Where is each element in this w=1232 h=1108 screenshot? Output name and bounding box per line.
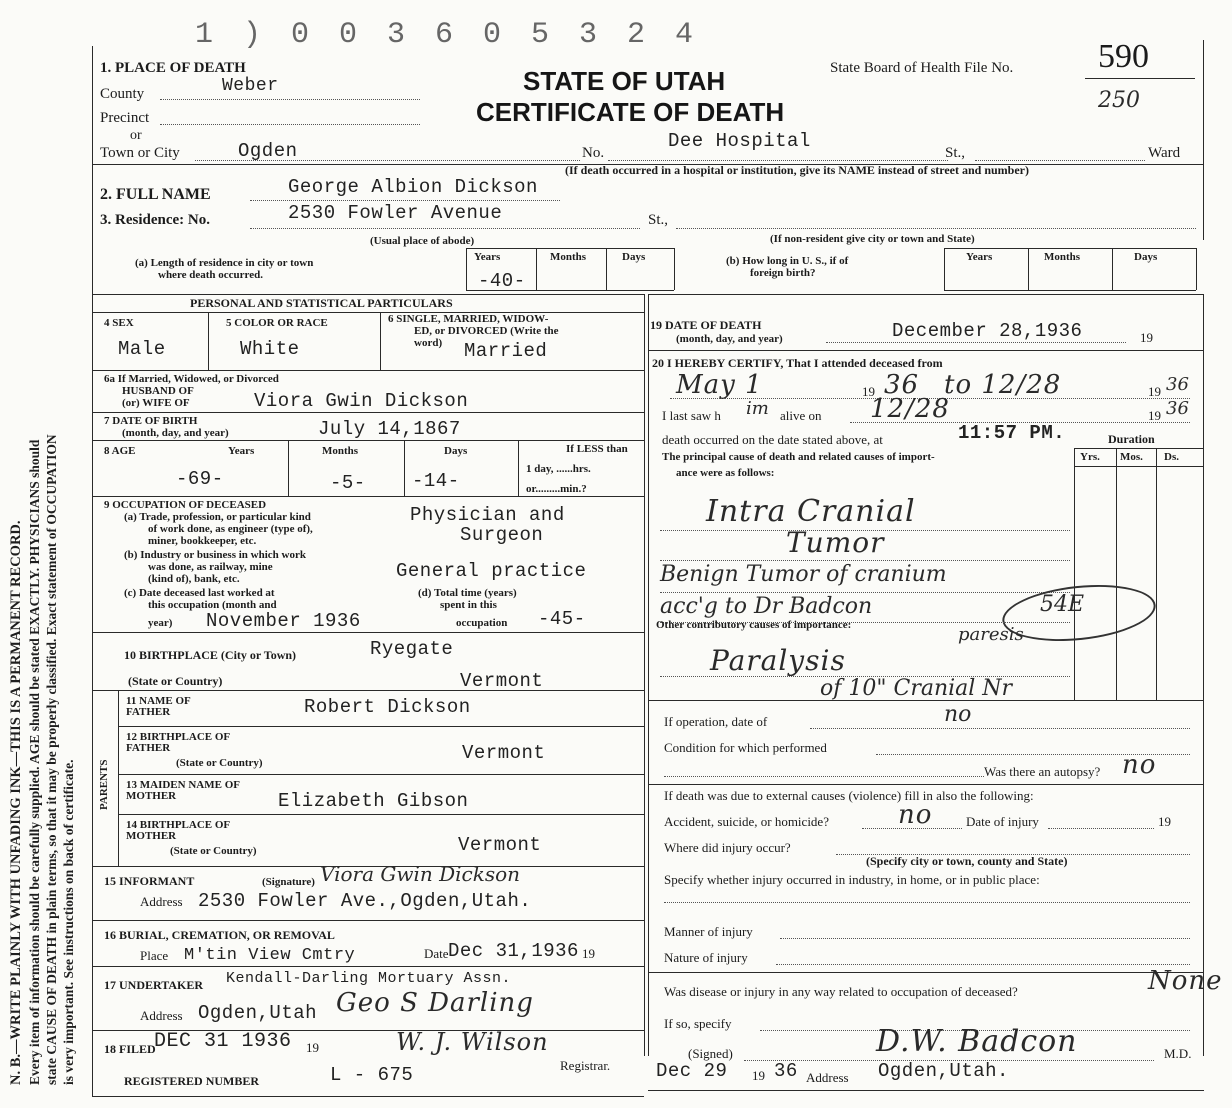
last-worked-value: November 1936 xyxy=(206,610,361,632)
file-label: State Board of Health File No. xyxy=(830,60,1014,76)
informant-sig-label: (Signature) xyxy=(262,876,315,888)
place-of-death-label: 1. PLACE OF DEATH xyxy=(100,60,246,76)
physician-address-label: Address xyxy=(806,1070,849,1085)
undertaker-value: Kendall-Darling Mortuary Assn. xyxy=(226,970,512,987)
age-years-header: Years xyxy=(228,445,255,457)
accident-value: no xyxy=(898,800,933,830)
precinct-label: Precinct xyxy=(100,110,150,126)
burial-place-label: Place xyxy=(140,948,169,963)
related-label: Was disease or injury in any way related to occupation of deceased? xyxy=(664,984,1018,999)
last-saw-pronoun: im xyxy=(746,398,769,419)
occ-a1: (a) Trade, profession, or particular kind xyxy=(124,511,311,523)
external-label: If death was due to external causes (violence) fill in also the following: xyxy=(664,788,1034,803)
registrar-signature: W. J. Wilson xyxy=(396,1028,549,1056)
days-header: Days xyxy=(622,251,646,263)
father-bp-value: Vermont xyxy=(462,742,546,764)
undertaker-label: 17 UNDERTAKER xyxy=(104,978,204,992)
no-label: No. xyxy=(582,145,605,161)
certify-label: 20 I HEREBY CERTIFY, That I attended deceased from xyxy=(652,356,943,370)
cause-label-a: The principal cause of death and related causes of import- xyxy=(662,451,935,463)
less-than-c: or.........min.? xyxy=(526,483,587,495)
town-label: Town or City xyxy=(100,145,180,161)
operation-label: If operation, date of xyxy=(664,714,768,729)
informant-address-label: Address xyxy=(140,894,183,909)
certificate-title: CERTIFICATE OF DEATH xyxy=(476,97,785,127)
date-injury-label: Date of injury xyxy=(966,814,1039,829)
dod-19: 19 xyxy=(1140,330,1153,345)
contributory-2: of 10" Cranial Nr xyxy=(820,676,1013,701)
registrar-label: Registrar. xyxy=(560,1058,611,1073)
industry-injury-label: Specify whether injury occurred in industry, in home, or in public place: xyxy=(664,872,1040,887)
mother-label: 13 MAIDEN NAME OF MOTHER xyxy=(126,779,240,802)
side-note-line3: state CAUSE OF DEATH in plain terms, so that it may be properly classified. Exact statement of OCCUPATION xyxy=(44,434,59,1085)
undertaker-signature: Geo S Darling xyxy=(336,988,534,1018)
autopsy-value: no xyxy=(1122,750,1157,780)
last-saw-date: 12/28 xyxy=(870,394,950,424)
time-of-death: 11:57 PM. xyxy=(958,422,1066,444)
stamp-value: 54E xyxy=(1040,592,1085,617)
physician-address: Ogden,Utah. xyxy=(878,1060,1009,1082)
signed-year: 36 xyxy=(774,1060,798,1082)
contributory-1b: paresis xyxy=(958,624,1024,645)
attended-from: May 1 xyxy=(676,370,763,400)
occurred-label: death occurred on the date stated above, at xyxy=(662,432,883,447)
color-label: 5 COLOR OR RACE xyxy=(226,317,328,329)
burial-19: 19 xyxy=(582,946,595,961)
residence-value: 2530 Fowler Avenue xyxy=(288,202,503,224)
residence-label: 3. Residence: No. xyxy=(100,212,210,228)
cause-4: acc'g to Dr Badcon xyxy=(660,594,873,619)
yrs-header: Yrs. xyxy=(1080,451,1100,463)
signed-19: 19 xyxy=(752,1068,765,1083)
where-label: Where did injury occur? xyxy=(664,840,791,855)
cause-2: Tumor xyxy=(786,526,885,559)
burial-date: Dec 31,1936 xyxy=(448,940,579,962)
sex-label: 4 SEX xyxy=(104,317,134,329)
birthplace-label: 10 BIRTHPLACE (City or Town) xyxy=(124,648,297,662)
father-bp-label: 12 BIRTHPLACE OF FATHER xyxy=(126,731,230,754)
specify-label: (Specify city or town, county and State) xyxy=(866,854,1068,868)
last-saw-19: 19 xyxy=(1148,408,1161,423)
dob-value: July 14,1867 xyxy=(318,418,461,440)
duration-label: Duration xyxy=(1108,432,1155,446)
less-than-a: If LESS than xyxy=(566,443,628,455)
mother-bp-label: 14 BIRTHPLACE OF MOTHER xyxy=(126,819,230,842)
sex-value: Male xyxy=(118,338,166,360)
md-label: M.D. xyxy=(1164,1046,1192,1061)
occ-a2: of work done, as engineer (type of), xyxy=(148,523,313,535)
age-years: -69- xyxy=(176,468,224,490)
less-than-b: 1 day, ......hrs. xyxy=(526,463,591,475)
personal-heading: PERSONAL AND STATISTICAL PARTICULARS xyxy=(190,296,453,310)
filed-19: 19 xyxy=(306,1040,319,1055)
full-name-value: George Albion Dickson xyxy=(288,176,538,198)
side-note-line1: N. B.—WRITE PLAINLY WITH UNFADING INK—THIS IS A PERMANENT RECORD. xyxy=(8,520,24,1085)
marital-value: Married xyxy=(464,340,548,362)
signed-date: Dec 29 xyxy=(656,1060,728,1082)
age-label: 8 AGE xyxy=(104,445,136,457)
spouse-value: Viora Gwin Dickson xyxy=(254,390,469,412)
abode-note: (Usual place of abode) xyxy=(370,235,475,247)
mother-bp-value: Vermont xyxy=(458,834,542,856)
last-worked-1: (c) Date deceased last worked at xyxy=(124,587,275,599)
undertaker-address: Ogden,Utah xyxy=(198,1002,318,1024)
attended-to-19: 19 xyxy=(1148,384,1161,399)
residence-st-label: St., xyxy=(648,212,669,228)
alive-label: alive on xyxy=(780,408,822,423)
cause-1: Intra Cranial xyxy=(706,494,916,529)
age-days: -14- xyxy=(412,470,460,492)
dod-label-b: (month, day, and year) xyxy=(676,333,783,345)
birth-state-label: (State or Country) xyxy=(128,674,223,688)
occupation-label: 9 OCCUPATION OF DECEASED xyxy=(104,499,267,511)
nonresident-note: (If non-resident give city or town and State) xyxy=(770,233,975,245)
age-months-header: Months xyxy=(322,445,359,457)
mos-header: Mos. xyxy=(1120,451,1143,463)
burial-date-label: Date xyxy=(424,946,449,961)
accident-label: Accident, suicide, or homicide? xyxy=(664,814,829,829)
length-label-a: (a) Length of residence in city or town xyxy=(135,257,314,269)
related-value: None xyxy=(1148,966,1223,996)
us-months-header: Months xyxy=(1044,251,1081,263)
cause-label-b: ance were as follows: xyxy=(676,467,775,479)
dob-label-a: 7 DATE OF BIRTH xyxy=(104,415,198,427)
nature-label: Nature of injury xyxy=(664,950,748,965)
informant-signature: Viora Gwin Dickson xyxy=(320,862,521,886)
residence-years: -40- xyxy=(478,270,526,292)
years-header: Years xyxy=(474,251,501,263)
hospital-note: (If death occurred in a hospital or institution, give its NAME instead of street and number) xyxy=(565,163,1030,177)
us-label-b: foreign birth? xyxy=(750,267,816,279)
total-time-2: spent in this xyxy=(440,599,497,611)
file-number-2: 250 xyxy=(1098,88,1140,113)
physician-signature: D.W. Badcon xyxy=(876,1024,1078,1059)
last-saw-year: 36 xyxy=(1166,398,1189,419)
burial-place: M'tin View Cmtry xyxy=(184,946,356,965)
parents-side-label: PARENTS xyxy=(98,759,110,810)
burial-label: 16 BURIAL, CREMATION, OR REMOVAL xyxy=(104,928,335,942)
cause-3: Benign Tumor of cranium xyxy=(660,562,947,587)
operation-value: no xyxy=(944,702,972,727)
marital-label-b: ED, or DIVORCED (Write the xyxy=(414,325,559,337)
occ-a3: miner, bookkeeper, etc. xyxy=(148,535,257,547)
side-note-line4: is very important. See instructions on back of certificate. xyxy=(61,759,76,1085)
birthplace-state: Vermont xyxy=(460,670,544,692)
ward-label: Ward xyxy=(1148,145,1181,161)
last-worked-3: year) xyxy=(148,617,173,629)
informant-address: 2530 Fowler Ave.,Ogden,Utah. xyxy=(198,890,532,912)
filed-label: 18 FILED xyxy=(104,1042,156,1056)
file-number: 590 xyxy=(1098,38,1149,75)
attended-to: to 12/28 xyxy=(944,370,1062,400)
mother-bp-sub: (State or Country) xyxy=(170,845,257,857)
spouse-label-b: HUSBAND OF xyxy=(122,385,194,397)
date-of-death: December 28,1936 xyxy=(892,320,1083,342)
attended-19: 19 xyxy=(862,384,875,399)
total-time-value: -45- xyxy=(538,608,586,630)
state-title: STATE OF UTAH xyxy=(523,66,726,96)
spouse-label-c: (or) WIFE OF xyxy=(122,397,190,409)
filed-stamp: DEC 31 1936 xyxy=(154,1030,292,1053)
registered-number: L - 675 xyxy=(330,1064,414,1086)
age-days-header: Days xyxy=(444,445,468,457)
father-bp-sub: (State or Country) xyxy=(176,757,263,769)
ind-1: (b) Industry or business in which work xyxy=(124,549,306,561)
us-years-header: Years xyxy=(966,251,993,263)
full-name-label: 2. FULL NAME xyxy=(100,186,211,203)
or-label: or xyxy=(130,128,142,143)
age-months: -5- xyxy=(330,472,366,494)
length-label-b: where death occurred. xyxy=(158,269,263,281)
manner-label: Manner of injury xyxy=(664,924,753,939)
if-so-label: If so, specify xyxy=(664,1016,732,1031)
spouse-label-a: 6a If Married, Widowed, or Divorced xyxy=(104,373,279,385)
hospital-value: Dee Hospital xyxy=(668,130,811,152)
informant-label: 15 INFORMANT xyxy=(104,874,195,888)
undertaker-address-label: Address xyxy=(140,1008,183,1023)
town-value: Ogden xyxy=(238,140,298,162)
marital-label-a: 6 SINGLE, MARRIED, WIDOW- xyxy=(388,313,549,325)
marital-label-c: word) xyxy=(414,337,443,349)
attended-year: 36 xyxy=(884,370,920,400)
total-time-1: (d) Total time (years) xyxy=(418,587,517,599)
us-days-header: Days xyxy=(1134,251,1158,263)
county-label: County xyxy=(100,86,145,102)
total-time-3: occupation xyxy=(456,617,508,629)
dob-label-b: (month, day, and year) xyxy=(122,427,229,439)
occupation-value-1: Physician and xyxy=(410,504,565,526)
serial-number: 1 ) 0 0 3 6 0 5 3 2 4 xyxy=(195,18,700,52)
color-value: White xyxy=(240,338,300,360)
father-value: Robert Dickson xyxy=(304,696,471,718)
industry-value: General practice xyxy=(396,560,587,582)
attended-to-year: 36 xyxy=(1166,374,1189,395)
birthplace-city: Ryegate xyxy=(370,638,454,660)
ds-header: Ds. xyxy=(1164,451,1179,463)
father-label: 11 NAME OF FATHER xyxy=(126,695,191,718)
registered-number-label: REGISTERED NUMBER xyxy=(124,1074,260,1088)
dod-label-a: 19 DATE OF DEATH xyxy=(650,318,762,332)
ind-2: was done, as railway, mine xyxy=(148,561,273,573)
ind-3: (kind of), bank, etc. xyxy=(148,573,240,585)
county-value: Weber xyxy=(222,76,279,96)
last-worked-2: this occupation (month and xyxy=(148,599,277,611)
mother-value: Elizabeth Gibson xyxy=(278,790,469,812)
autopsy-label: Was there an autopsy? xyxy=(984,764,1101,779)
last-saw-label: I last saw h xyxy=(662,408,721,423)
condition-label: Condition for which performed xyxy=(664,740,827,755)
months-header: Months xyxy=(550,251,587,263)
contributory-1: Paralysis xyxy=(710,644,846,677)
date-injury-19: 19 xyxy=(1158,814,1171,829)
side-note-line2: Every item of information should be carefully supplied. AGE should be stated EXACTLY. PHYSICIANS should xyxy=(27,439,42,1085)
contributory-label: Other contributory causes of importance: xyxy=(656,619,852,631)
us-label-a: (b) How long in U. S., if of xyxy=(726,255,849,267)
signed-label: (Signed) xyxy=(688,1046,733,1061)
st-label: St., xyxy=(945,145,966,161)
occupation-value-2: Surgeon xyxy=(460,524,544,546)
